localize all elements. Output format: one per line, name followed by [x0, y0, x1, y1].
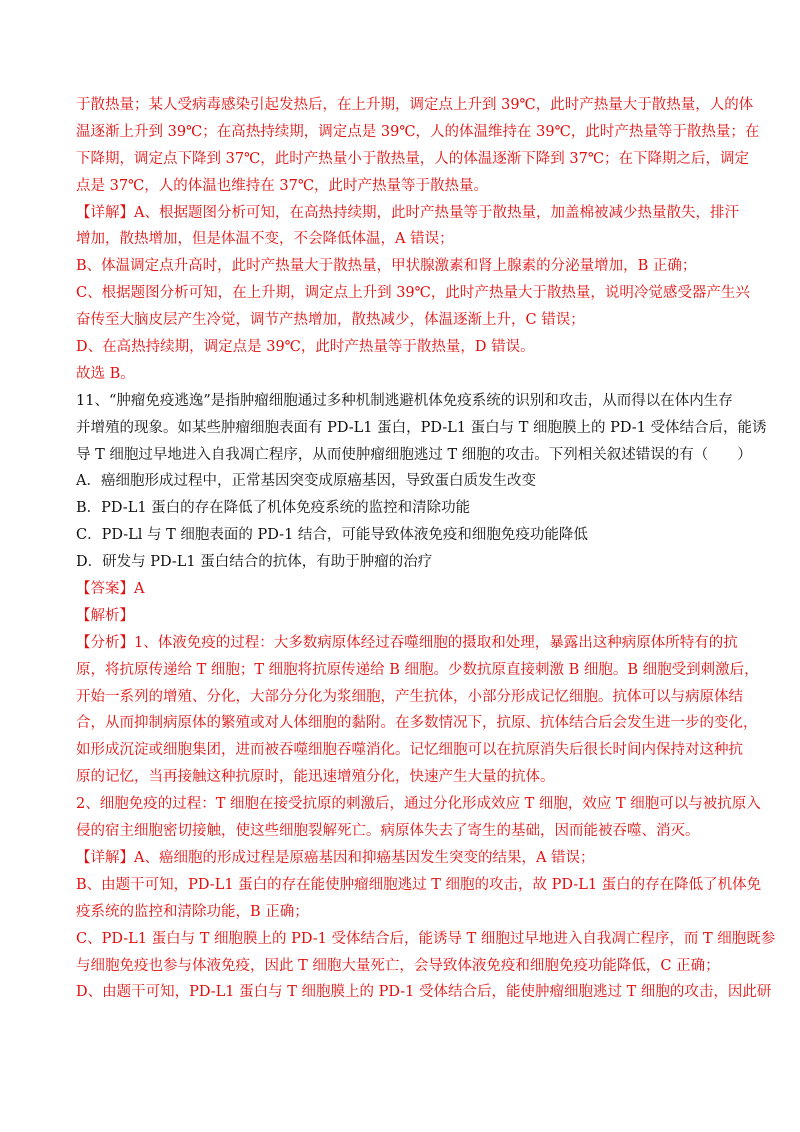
part2-line: 【分析】1、体液免疫的过程：大多数病原体经过吞噬细胞的摄取和处理，暴露出这种病原体所特有的抗 — [76, 634, 738, 651]
part2-line: 侵的宿主细胞密切接触，使这些细胞裂解死亡。病原体失去了寄生的基础，因而能被吞噬、消灭。 — [76, 823, 700, 840]
part1-line: 增加，散热增加，但是体温不变，不会降低体温，A 错误； — [76, 231, 454, 248]
question-line: C．PD-Ll 与 T 细胞表面的 PD-1 结合，可能导致体液免疫和细胞免疫功能降低 — [76, 527, 588, 544]
part1-line: D、在高热持续期，调定点是 39℃，此时产热量等于散热量，D 错误。 — [76, 339, 535, 356]
part2-line: 合，从而抑制病原体的繁殖或对人体细胞的黏附。在多数情况下，抗原、抗体结合后会发生进一步的变化， — [76, 715, 758, 732]
part1-line: 故选 B。 — [76, 365, 135, 382]
part1-line: 【详解】A、根据题图分析可知，在高热持续期，此时产热量等于散热量，加盖棉被减少热量散失，排汗 — [76, 204, 739, 221]
question-line: 并增殖的现象。如某些肿瘤细胞表面有 PD-L1 蛋白，PD-L1 蛋白与 T 细胞膜上的 PD-1 受体结合后，能诱 — [76, 419, 767, 436]
part1-line: 温逐渐上升到 39℃；在高热持续期，调定点是 39℃，人的体温维持在 39℃，此时产热量等于散热量；在 — [76, 123, 760, 140]
part1-line: B、体温调定点升高时，此时产热量大于散热量，甲状腺激素和肾上腺素的分泌量增加，B 正确； — [76, 258, 697, 275]
question-line: B．PD-L1 蛋白的存在降低了机体免疫系统的监控和清除功能 — [76, 500, 471, 517]
part2-line: 原的记忆，当再接触这种抗原时，能迅速增殖分化，快速产生大量的抗体。 — [76, 769, 555, 786]
answer-analysis-question-11 — [76, 576, 776, 1006]
part1-line: 奋传至大脑皮层产生冷觉，调节产热增加，散热减少，体温逐渐上升，C 错误； — [76, 312, 585, 329]
question-line: A．癌细胞形成过程中，正常基因突变成原癌基因，导致蛋白质发生改变 — [76, 473, 536, 490]
question-line: D．研发与 PD-L1 蛋白结合的抗体，有助于肿瘤的治疗 — [76, 554, 433, 571]
part2-line: C、PD-L1 蛋白与 T 细胞膜上的 PD-1 受体结合后，能诱导 T 细胞过早地进入自我凋亡程序，而 T 细胞既参 — [76, 930, 776, 947]
part2-line: 【解析】 — [76, 607, 134, 624]
part2-line: 原，将抗原传递给 T 细胞；T 细胞将抗原传递给 B 细胞。少数抗原直接刺激 B 细胞。B 细胞受到刺激后， — [76, 661, 759, 678]
part2-line: 如形成沉淀或细胞集团，进而被吞噬细胞吞噬消化。记忆细胞可以在抗原消失后很长时间内保持对这种抗 — [76, 742, 743, 759]
part1-line: C、根据题图分析可知，在上升期，调定点上升到 39℃，此时产热量大于散热量，说明冷觉感受器产生兴 — [76, 285, 750, 302]
part2-line: D、由题干可知，PD-L1 蛋白与 T 细胞膜上的 PD-1 受体结合后，能使肿瘤细胞逃过 T 细胞的攻击，因此研 — [76, 984, 772, 1001]
part2-line: 【详解】A、癌细胞的形成过程是原癌基因和抑癌基因发生突变的结果，A 错误； — [76, 849, 595, 866]
part1-line: 下降期，调定点下降到 37℃，此时产热量小于散热量，人的体温逐渐下降到 37℃；在下降期之后，调定 — [76, 150, 750, 167]
part2-line: 开始一系列的增殖、分化，大部分分化为浆细胞，产生抗体，小部分形成记忆细胞。抗体可以与病原体结 — [76, 688, 743, 705]
part1-line: 点是 37℃，人的体温也维持在 37℃，此时产热量等于散热量。 — [76, 177, 489, 194]
question-line: 导 T 细胞过早地进入自我凋亡程序，从而使肿瘤细胞逃过 T 细胞的攻击。下列相关叙述错误的有（ ） — [76, 446, 752, 463]
question-11 — [76, 388, 767, 576]
explanation-previous-question — [76, 92, 760, 388]
part1-line: 于散热量；某人受病毒感染引起发热后，在上升期，调定点上升到 39℃，此时产热量大于散热量，人的体 — [76, 97, 754, 113]
part2-line: 疫系统的监控和清除功能，B 正确； — [76, 903, 309, 920]
page-content — [76, 92, 776, 1006]
part2-line: 与细胞免疫也参与体液免疫，因此 T 细胞大量死亡，会导致体液免疫和细胞免疫功能降低，C 正确； — [76, 957, 720, 974]
question-line: 11、“肿瘤免疫逃逸”是指肿瘤细胞通过多种机制逃避机体免疫系统的识别和攻击，从而得以在体内生存 — [76, 392, 733, 409]
part2-line: B、由题干可知，PD-L1 蛋白的存在能使肿瘤细胞逃过 T 细胞的攻击，故 PD-L1 蛋白的存在降低了机体免 — [76, 876, 762, 893]
part2-line: 【答案】A — [76, 581, 145, 598]
part2-line: 2、细胞免疫的过程：T 细胞在接受抗原的刺激后，通过分化形成效应 T 细胞，效应 T 细胞可以与被抗原入 — [76, 796, 761, 813]
